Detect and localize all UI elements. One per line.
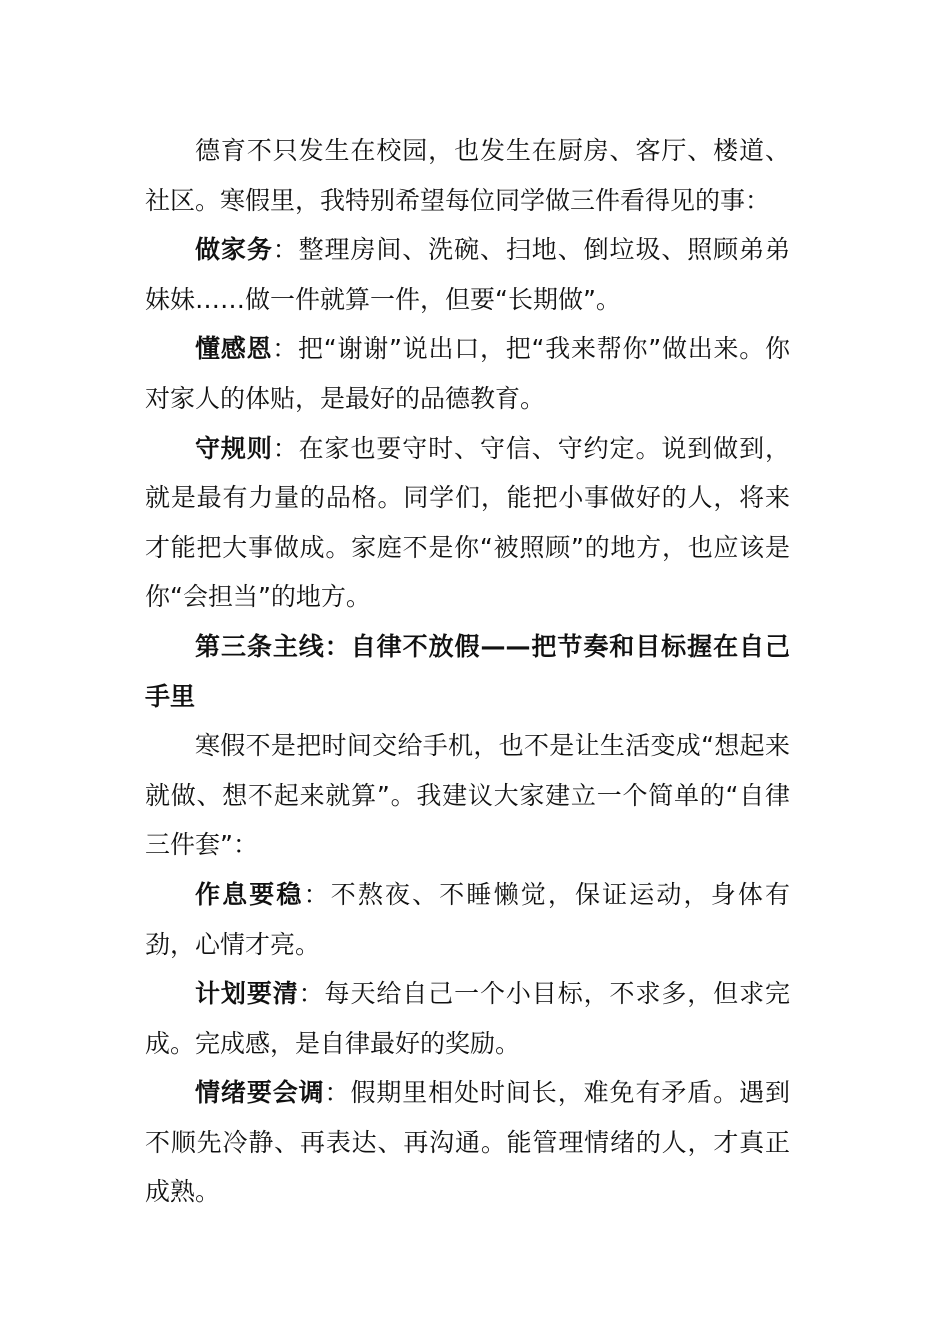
paragraph-rules <box>145 424 790 622</box>
paragraph-self-discipline-intro <box>145 721 790 870</box>
paragraph-gratitude <box>145 324 790 423</box>
term-gratitude: 懂感恩 <box>195 334 273 364</box>
paragraph-text: 德育不只发生在校园，也发生在厨房、客厅、楼道、社区。寒假里，我特别希望每位同学做三件看得见的事： <box>145 136 790 215</box>
paragraph-text: 寒假不是把时间交给手机，也不是让生活变成“想起来就做、想不起来就算”。我建议大家建立一个简单的“自律三件套”： <box>145 731 790 860</box>
paragraph-moral-education-intro <box>145 126 790 225</box>
term-housework: 做家务 <box>195 235 273 265</box>
paragraph-text: ：假期里相处时间长，难免有矛盾。遇到不顺先冷静、再表达、再沟通。能管理情绪的人，才真正成熟。 <box>145 1078 790 1207</box>
paragraph-text: ：每天给自己一个小目标，不求多，但求完成。完成感，是自律最好的奖励。 <box>145 979 790 1058</box>
term-schedule: 作息要稳 <box>195 879 304 909</box>
paragraph-text: ：整理房间、洗碗、扫地、倒垃圾、照顾弟弟妹妹……做一件就算一件，但要“长期做”。 <box>145 235 790 314</box>
paragraph-plan <box>145 969 790 1068</box>
paragraph-text: ：不熬夜、不睡懒觉，保证运动，身体有劲，心情才亮。 <box>145 879 790 959</box>
section-heading-self-discipline: 第三条主线：自律不放假——把节奏和目标握在自己手里 <box>145 631 790 711</box>
paragraph-schedule <box>145 870 790 969</box>
paragraph-housework <box>145 225 790 324</box>
term-emotion: 情绪要会调 <box>195 1078 325 1108</box>
term-rules: 守规则 <box>195 433 273 463</box>
paragraph-text: ：把“谢谢”说出口，把“我来帮你”做出来。你对家人的体贴，是最好的品德教育。 <box>145 334 790 413</box>
paragraph-text: ：在家也要守时、守信、守约定。说到做到，就是最有力量的品格。同学们，能把小事做好的人，将来才能把大事做成。家庭不是你“被照顾”的地方，也应该是你“会担当”的地方。 <box>145 433 790 612</box>
term-plan: 计划要清 <box>195 979 299 1009</box>
paragraph-emotion <box>145 1068 790 1217</box>
document-body <box>145 126 790 1217</box>
